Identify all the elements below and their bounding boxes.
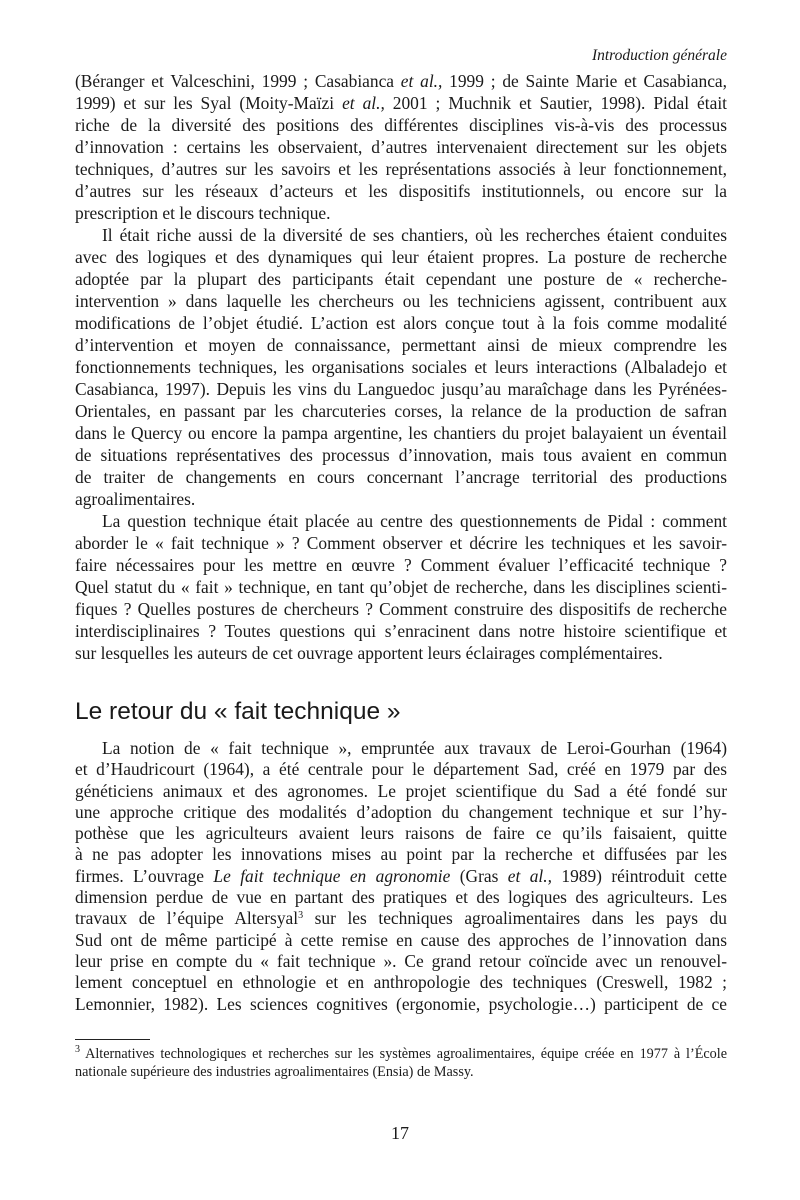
text-line [75, 378, 727, 400]
text-segment: d’intervention et moyen de connaissance, permettant ainsi de mieux comprendre les [75, 335, 727, 355]
italic-text: et al., [400, 71, 443, 91]
footnote-marker: 3 [298, 910, 304, 922]
text-segment: aborder le « fait technique » ? Comment observer et décrire les techniques et les savoir- [75, 533, 727, 553]
text-segment: dans le Quercy ou encore la pampa argentine, les chantiers du projet balayaient un éventail [75, 423, 727, 443]
text-segment: 2001 ; Muchnik et Sautier, 1998). Pidal était [384, 93, 727, 113]
text-line [75, 312, 727, 334]
footnote-marker: 3 [75, 1044, 80, 1055]
text-line [75, 844, 727, 865]
body-text-top [75, 70, 727, 664]
text-segment: modifications de l’objet étudié. L’action est alors conçue tout à la fois comme modalité [75, 313, 727, 333]
text-segment: techniques, d’autres sur les savoirs et les représentations associés à leur fonctionnement, [75, 159, 727, 179]
text-segment: (Gras [450, 865, 508, 886]
text-segment: nationale supérieure des industries agroalimentaires (Ensia) de Massy. [75, 1064, 474, 1080]
text-line [75, 70, 727, 92]
text-segment: dimension perdue de vue en partant des pratiques et des logiques des agriculteurs. Les [75, 887, 727, 908]
text-segment: 1999 ; de Sainte Marie et Casabianca, [442, 71, 727, 91]
text-segment: de situations représentatives des processus d’innovation, mais tous avaient en commun [75, 445, 727, 465]
text-line [75, 202, 727, 224]
paragraph [75, 70, 727, 224]
paragraph [75, 738, 727, 1015]
text-line [75, 510, 727, 532]
text-line [75, 759, 727, 780]
text-segment: adoptée par la plupart des participants était cependant une posture de « recherche- [75, 269, 727, 289]
text-segment: interdisciplinaires ? Toutes questions qui s’enracinent dans notre histoire scientifique et [75, 621, 727, 641]
text-line [75, 114, 727, 136]
text-segment: fiques ? Quelles postures de chercheurs ? Comment construire des dispositifs de recherche [75, 599, 727, 619]
text-line [75, 180, 727, 202]
text-segment: La question technique était placée au centre des questionnements de Pidal : comment [102, 511, 727, 531]
text-segment: d’innovation : certains les observaient, d’autres intervenaient directement sur les objets [75, 137, 727, 157]
text-segment: Quel statut du « fait » technique, en tant qu’objet de recherche, dans les disciplines scienti- [75, 577, 727, 597]
text-segment: d’autres sur les réseaux d’acteurs et les dispositifs institutionnels, ou encore sur la [75, 181, 727, 201]
text-line [75, 466, 727, 488]
italic-text: et al., [507, 865, 552, 886]
text-segment: leur prise en compte du « fait technique ». Ce grand retour coïncide avec un renouvel- [75, 950, 727, 971]
text-segment: Alternatives technologiques et recherches sur les systèmes agroalimentaires, équipe créée en 1977 à l’École [80, 1046, 727, 1062]
text-segment: (Béranger et Valceschini, 1999 ; Casabianca [75, 71, 401, 91]
text-segment: 1999) et sur les Syal (Moity-Maïzi [75, 93, 343, 113]
section-heading: Le retour du « fait technique » [75, 698, 401, 725]
text-line [75, 598, 727, 620]
text-segment: agroalimentaires. [75, 489, 196, 509]
italic-text: Le fait technique en agronomie [213, 865, 451, 886]
footnote [75, 1045, 727, 1081]
text-segment: avec des logiques et des dynamiques qui leur étaient propres. La posture de recherche [75, 247, 727, 267]
text-segment: pothèse que les agriculteurs avaient leurs raisons de faire ce qu’ils faisaient, quitte [75, 823, 727, 844]
text-segment: intervention » dans laquelle les chercheurs ou les techniciens agissent, contribuent aux [75, 291, 727, 311]
text-segment: faire nécessaires pour les mettre en œuvre ? Comment évaluer l’efficacité technique ? [75, 555, 727, 575]
text-line [75, 972, 727, 993]
text-segment: Lemonnier, 1982). Les sciences cognitives (ergonomie, psychologie…) participent de ce [75, 993, 727, 1014]
text-line [75, 92, 727, 114]
text-line [75, 802, 727, 823]
text-segment: travaux de l’équipe Altersyal [75, 908, 299, 929]
text-segment: généticiens animaux et des agronomes. Le projet scientifique du Sad a été fondé sur [75, 780, 727, 801]
running-header: Introduction générale [591, 47, 727, 64]
text-line [75, 290, 727, 312]
text-segment: Casabianca, 1997). Depuis les vins du Languedoc jusqu’au maraîchage dans les Pyrénées- [75, 379, 727, 399]
paragraph [75, 224, 727, 510]
text-segment: riche de la diversité des positions des différentes disciplines vis-à-vis des processus [75, 115, 727, 135]
text-segment: Orientales, en passant par les charcuteries corses, la relance de la production de safran [75, 401, 727, 421]
text-segment: de traiter de changements en cours concernant l’ancrage territorial des productions [75, 467, 727, 487]
text-segment: une approche critique des modalités d’adoption du changement technique et sur l’hy- [75, 801, 727, 822]
text-line [75, 334, 727, 356]
text-line [75, 781, 727, 802]
text-line [75, 1045, 727, 1063]
text-line [75, 488, 727, 510]
text-line [75, 554, 727, 576]
text-line [75, 422, 727, 444]
text-segment: et d’Haudricourt (1964), a été centrale pour le département Sad, créé en 1979 par des [75, 759, 727, 780]
text-segment: à ne pas adopter les innovations mises au point par la recherche et diffusées par les [75, 844, 727, 865]
paragraph [75, 510, 727, 664]
text-line [75, 642, 727, 664]
page-number: 17 [391, 1123, 409, 1143]
text-segment: lement conceptuel en ethnologie et en anthropologie des techniques (Creswell, 1982 ; [75, 972, 727, 993]
text-segment: Il était riche aussi de la diversité de ses chantiers, où les recherches étaient conduites [102, 225, 727, 245]
text-segment: La notion de « fait technique », empruntée aux travaux de Leroi-Gourhan (1964) [102, 738, 727, 758]
text-line [75, 930, 727, 951]
text-segment: firmes. L’ouvrage [75, 865, 214, 886]
text-segment: fonctionnements techniques, les organisations sociales et leurs interactions (Albaladejo et [75, 357, 727, 377]
text-line [75, 738, 727, 759]
text-line [75, 576, 727, 598]
text-segment: sur les techniques agroalimentaires dans les pays du [303, 908, 727, 929]
text-segment: prescription et le discours technique. [75, 203, 331, 223]
text-line [75, 887, 727, 908]
text-segment: 1989) réintroduit cette [551, 865, 727, 886]
text-line [75, 951, 727, 972]
text-line [75, 866, 727, 887]
text-line [75, 268, 727, 290]
text-line [75, 823, 727, 844]
text-line [75, 620, 727, 642]
text-line [75, 532, 727, 554]
body-text-bottom [75, 738, 727, 1015]
text-line [75, 246, 727, 268]
text-line [75, 400, 727, 422]
text-segment: Sud ont de même participé à cette remise en cause des approches de l’innovation dans [75, 929, 727, 950]
footnote-rule [75, 1039, 150, 1040]
text-line [75, 136, 727, 158]
italic-text: et al., [342, 93, 385, 113]
text-line [75, 356, 727, 378]
text-line [75, 224, 727, 246]
text-line [75, 158, 727, 180]
text-segment: sur lesquelles les auteurs de cet ouvrage apportent leurs éclairages complémentaires. [75, 643, 663, 663]
text-line [75, 994, 727, 1015]
text-line [75, 1063, 727, 1081]
text-line [75, 908, 727, 929]
text-line [75, 444, 727, 466]
